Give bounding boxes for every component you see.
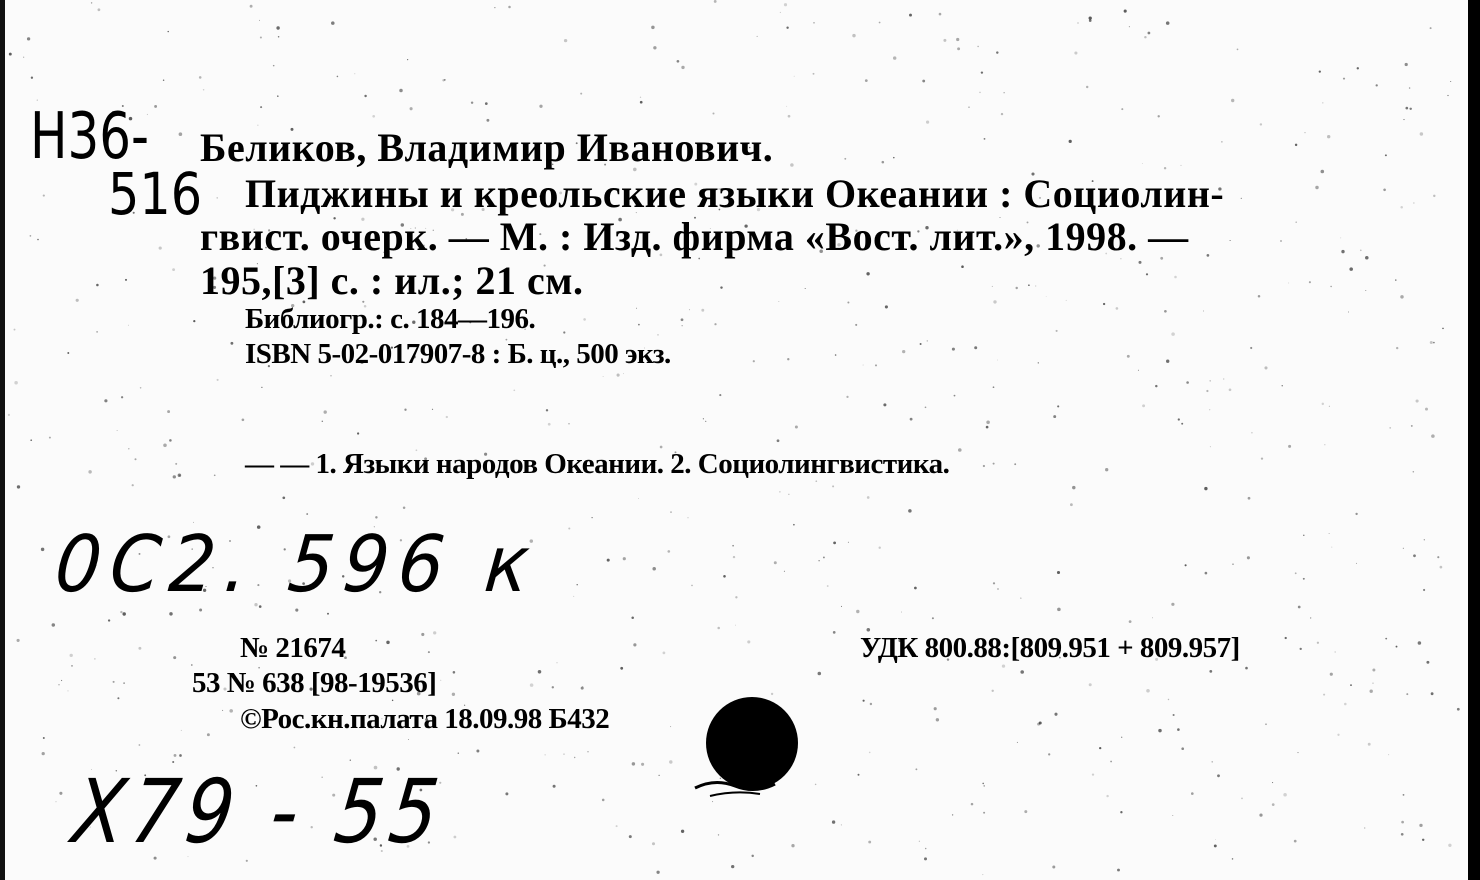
author-heading: Беликов, Владимир Иванович. (200, 125, 774, 170)
registration-number: № 21674 (240, 632, 346, 664)
copyright-line: ©Рос.кн.палата 18.09.98 Б432 (240, 703, 610, 735)
udc-classification: УДК 800.88:[809.951 + 809.957] (860, 632, 1240, 664)
hole-shadow-mark (690, 770, 780, 800)
subject-headings: — — 1. Языки народов Океании. 2. Социолингвистика. (245, 448, 950, 480)
call-number-line2: 516 (108, 160, 203, 228)
handwritten-shelf-mark: 0С2. 596 к (51, 520, 543, 610)
handwritten-bottom-mark: Х79 - 55 (67, 760, 451, 863)
title-line-1: Пиджины и креольские языки Океании : Социолин- (245, 171, 1225, 216)
title-line-2: гвист. очерк. — М. : Изд. фирма «Вост. лит.», 1998. — (200, 214, 1189, 259)
call-number-line1: Н36- (30, 100, 150, 174)
isbn-note: ISBN 5-02-017907-8 : Б. ц., 500 экз. (245, 338, 671, 370)
registration-line-2: 53 № 638 [98-19536] (192, 667, 437, 699)
title-line-3: 195,[3] с. : ил.; 21 см. (200, 258, 584, 303)
bibliography-note: Библиогр.: с. 184—196. (245, 303, 536, 335)
